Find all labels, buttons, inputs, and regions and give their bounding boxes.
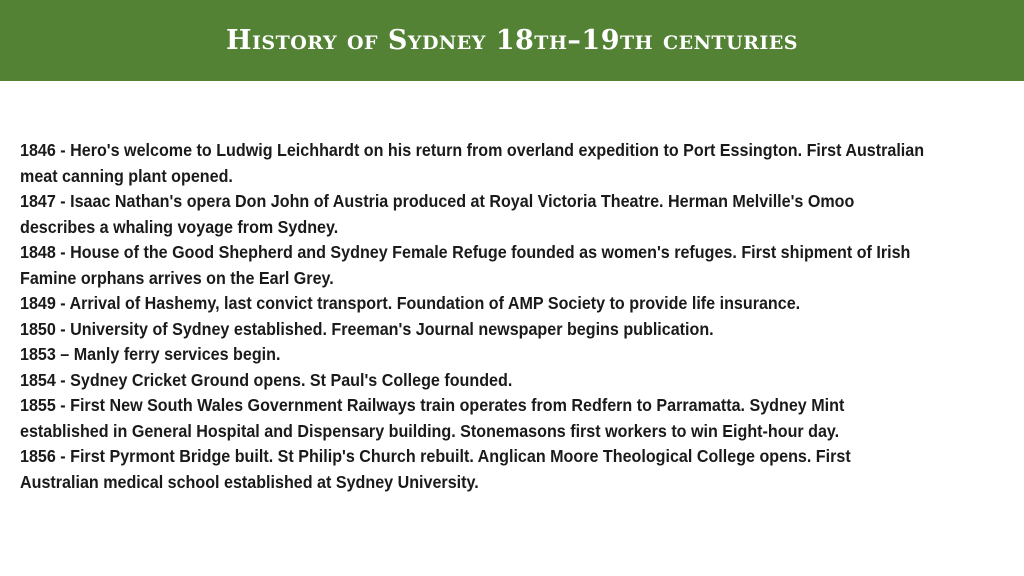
- timeline-entry-1850: 1850 - University of Sydney established. Freeman's Journal newspaper begins publication.: [20, 318, 714, 339]
- timeline-entry-1848: 1848 - House of the Good Shepherd and Sydney Female Refuge founded as women's refuges. First shipment of Irish Famine orphans arrives on the Earl Grey.: [20, 242, 911, 288]
- title-bar: [0, 0, 1024, 81]
- slide-title: History of Sydney 18th–19th centuries: [225, 25, 799, 56]
- timeline-entry-1855: 1855 - First New South Wales Government Railways train operates from Redfern to Parramatta. Sydney Mint established in General Hospital and Dispensary building. Stonemasons first workers to win Eight-hour day.: [20, 395, 845, 441]
- timeline-entry-1847: 1847 - Isaac Nathan's opera Don John of Austria produced at Royal Victoria Theatre. Herman Melville's Omoo describes a whaling voyage from Sydney.: [20, 191, 855, 237]
- timeline-entry-1853: 1853 – Manly ferry services begin.: [20, 344, 281, 364]
- timeline-entry-1846: 1846 - Hero's welcome to Ludwig Leichhardt on his return from overland expedition to Port Essington. First Australian meat canning plant opened.: [20, 140, 925, 186]
- timeline-entry-1854: 1854 - Sydney Cricket Ground opens. St Paul's College founded.: [20, 369, 513, 390]
- timeline-entry-1856: 1856 - First Pyrmont Bridge built. St Philip's Church rebuilt. Anglican Moore Theological College opens. First Australian medical school established at Sydney University.: [20, 446, 851, 492]
- timeline-entry-1849: 1849 - Arrival of Hashemy, last convict transport. Foundation of AMP Society to provide life insurance.: [20, 293, 801, 313]
- timeline-text-block: [20, 138, 931, 495]
